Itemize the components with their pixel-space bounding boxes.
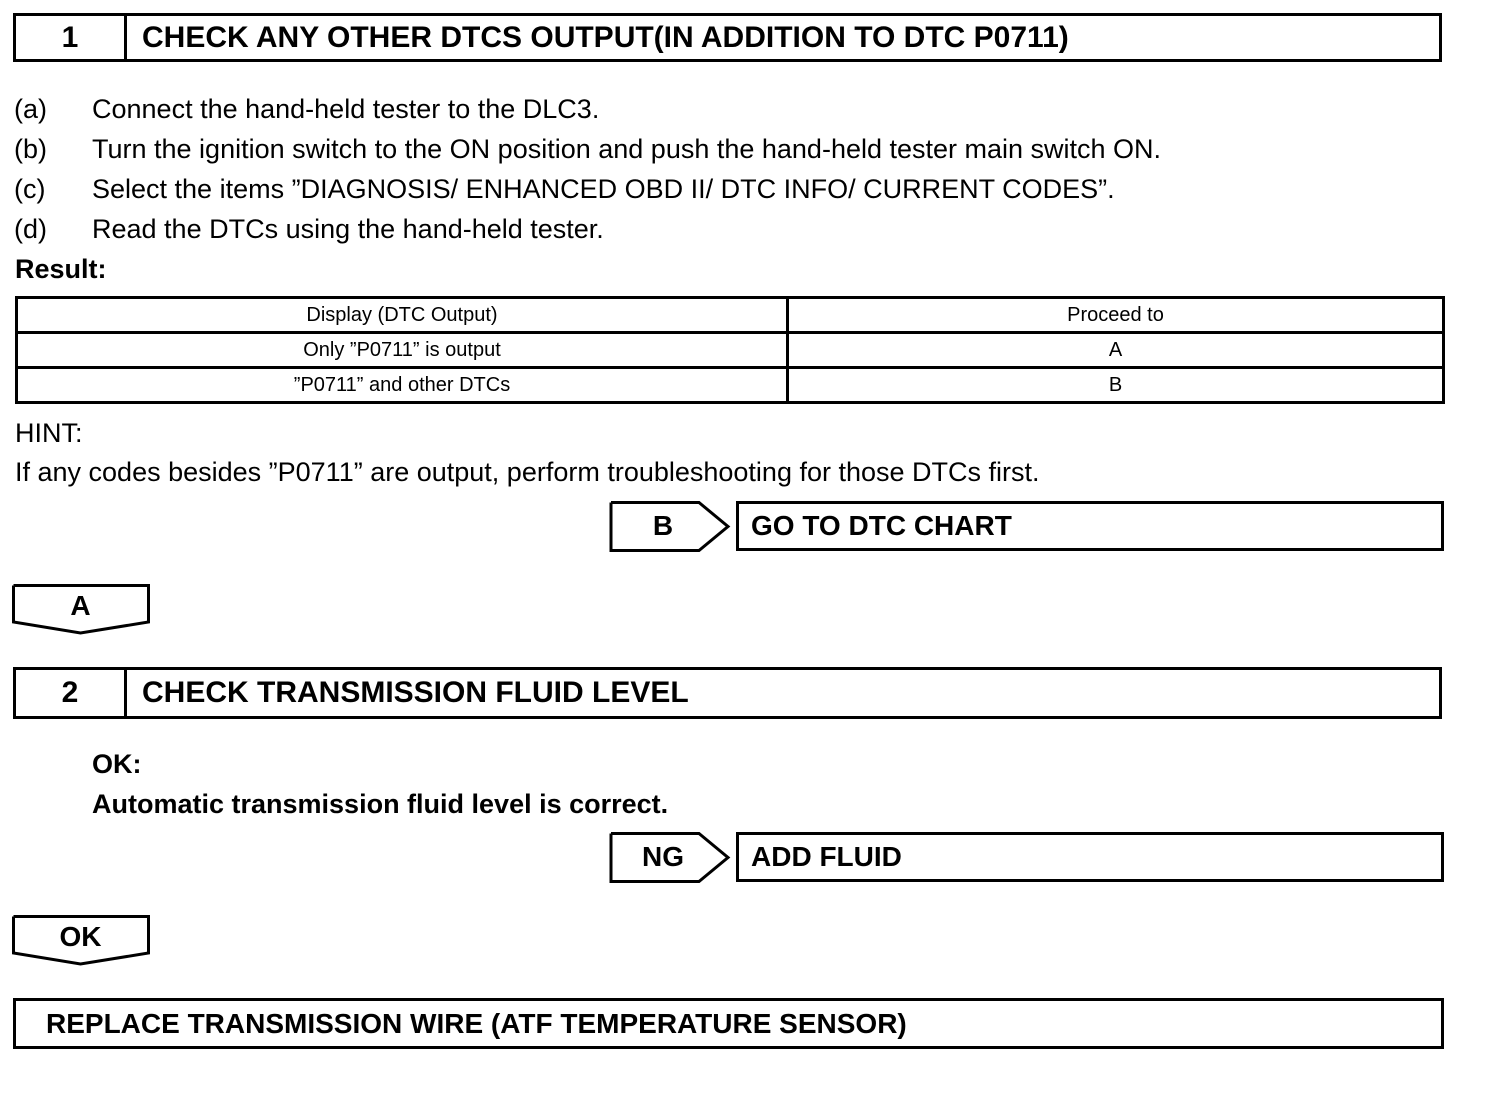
step-2-title: CHECK TRANSMISSION FLUID LEVEL <box>142 676 689 709</box>
step-1-title: CHECK ANY OTHER DTCS OUTPUT(IN ADDITION TO DTC P0711) <box>142 20 1069 54</box>
instruction-d <box>0 213 1504 245</box>
table-row <box>17 368 1444 403</box>
step-2-number: 2 <box>16 670 127 716</box>
step-1-number: 1 <box>16 16 127 59</box>
table-header-cell: Display (DTC Output) <box>17 298 788 333</box>
hint-label: HINT: <box>15 418 83 448</box>
branch-b-action: GO TO DTC CHART <box>736 501 1444 551</box>
instruction-marker: (a) <box>14 94 47 124</box>
ok-spec-text: Automatic transmission fluid level is correct. <box>92 789 669 819</box>
instruction-marker: (b) <box>14 134 47 164</box>
table-cell: B <box>788 368 1444 403</box>
flow-a-label: A <box>70 590 91 621</box>
step-2-header <box>13 667 1442 719</box>
table-header-row <box>17 298 1444 333</box>
table-cell: Only ”P0711” is output <box>17 333 788 368</box>
branch-b-label: B <box>652 510 674 541</box>
branch-b-tag <box>609 501 729 551</box>
table-row <box>17 333 1444 368</box>
hint-text: If any codes besides ”P0711” are output, perform troubleshooting for those DTCs first. <box>15 457 1040 487</box>
flow-ok-tag <box>12 915 149 967</box>
instruction-marker: (d) <box>14 214 47 244</box>
table-header-cell: Proceed to <box>788 298 1444 333</box>
instruction-text: Turn the ignition switch to the ON position and push the hand-held tester main switch ON. <box>92 134 1162 164</box>
ok-spec-label: OK: <box>92 749 142 779</box>
flow-a-tag <box>12 584 149 636</box>
result-label: Result: <box>15 254 107 284</box>
step-1-header <box>13 13 1442 62</box>
branch-ng-tag <box>609 832 729 882</box>
result-table <box>15 296 1445 404</box>
instruction-text: Select the items ”DIAGNOSIS/ ENHANCED OBD II/ DTC INFO/ CURRENT CODES”. <box>92 174 1115 204</box>
instruction-marker: (c) <box>14 174 46 204</box>
branch-ng-label: NG <box>642 841 684 872</box>
table-cell: ”P0711” and other DTCs <box>17 368 788 403</box>
table-cell: A <box>788 333 1444 368</box>
final-action-box: REPLACE TRANSMISSION WIRE (ATF TEMPERATURE SENSOR) <box>13 998 1444 1049</box>
flow-ok-label: OK <box>59 921 102 952</box>
branch-ng-action: ADD FLUID <box>736 832 1444 882</box>
instruction-a <box>0 93 1504 125</box>
instruction-b <box>0 133 1504 165</box>
instruction-c <box>0 173 1504 205</box>
instruction-text: Connect the hand-held tester to the DLC3. <box>92 94 600 124</box>
instruction-text: Read the DTCs using the hand-held tester. <box>92 214 604 244</box>
